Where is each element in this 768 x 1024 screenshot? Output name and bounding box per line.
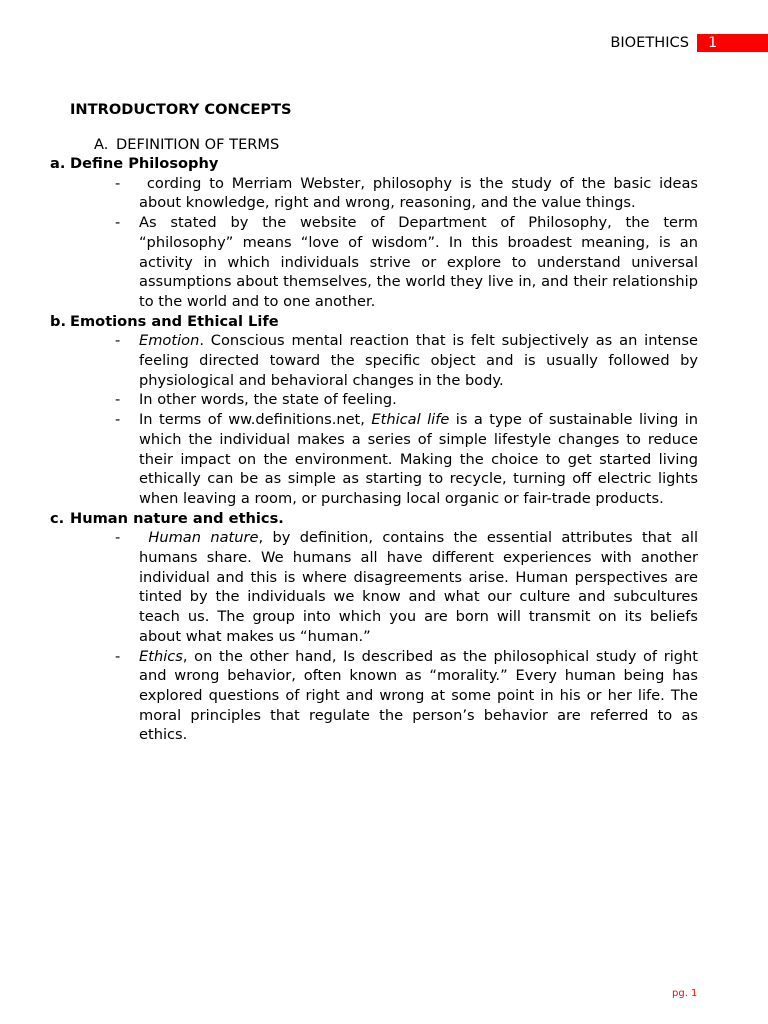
bullet-dash: - <box>115 529 121 547</box>
header-title: BIOETHICS <box>610 34 689 51</box>
subsection-label: b. <box>50 312 66 330</box>
subsection-heading <box>50 509 698 529</box>
list-item: - cording to Merriam Webster, philosophy is the study of the basic ideas about knowledge, right and wrong, reasoning, and the value things. <box>115 174 698 212</box>
subsection-label: a. <box>50 155 66 172</box>
subsection-title: Emotions and Ethical Life <box>70 312 279 330</box>
subsection-title: Human nature and ethics. <box>70 509 284 527</box>
document-body <box>50 154 698 745</box>
section-heading <box>94 135 279 155</box>
bullet-dash: - <box>115 647 121 665</box>
list-item: - Human nature, by definition, contains the essential attributes that all humans share. We humans all have different experiences with another individual and this is where disagreements arise. Human perspectives are tinted by the individuals we know and what our culture and subcultures teach us. The group into which you are born will transmit on its beliefs about what makes us “human.” <box>115 529 699 645</box>
list-item: - In other words, the state of feeling. <box>115 391 397 409</box>
section-text: DEFINITION OF TERMS <box>116 136 280 153</box>
bullet-dash: - <box>115 391 121 409</box>
bullet-list <box>50 331 698 508</box>
subsection-title: Define Philosophy <box>70 155 219 172</box>
page-header <box>0 34 768 52</box>
bullet-dash: - <box>115 214 121 232</box>
bullet-list <box>50 174 698 312</box>
subsection-heading <box>50 312 698 332</box>
footer-page-label: pg. 1 <box>672 988 698 999</box>
list-item: - In terms of ww.definitions.net, Ethical life is a type of sustainable living in which the individual makes a series of simple lifestyle changes to reduce their impact on the environment. Making the choice to get started living ethically can be as simple as starting to recycle, turning off electric lights when leaving a room, or purchasing local organic or fair-trade products. <box>115 411 699 507</box>
bullet-dash: - <box>115 411 121 429</box>
bullet-dash: - <box>115 332 121 350</box>
list-item: - Ethics, on the other hand, Is described as the philosophical study of right and wrong behavior, often known as “morality.” Every human being has explored questions of right and wrong at some point in his or her life. The moral principles that regulate the person’s behavior are referred to as ethics. <box>115 647 698 744</box>
bullet-list <box>50 528 698 745</box>
list-item: - As stated by the website of Department of Philosophy, the term “philosophy” means “love of wisdom”. In this broadest meaning, is an activity in which individuals strive or explore to understand universal assumptions about themselves, the world they live in, and their relationship to the world and to one another. <box>115 214 698 310</box>
list-item: - Emotion. Conscious mental reaction that is felt subjectively as an intense feeling directed toward the specific object and is usually followed by physiological and behavioral changes in the body. <box>115 332 698 389</box>
header-page-number: 1 <box>697 34 768 52</box>
section-label: A. <box>94 136 109 153</box>
subsection-heading <box>50 154 698 174</box>
subsection-label: c. <box>50 509 65 527</box>
bullet-dash: - <box>115 174 121 192</box>
document-title: INTRODUCTORY CONCEPTS <box>70 101 292 118</box>
